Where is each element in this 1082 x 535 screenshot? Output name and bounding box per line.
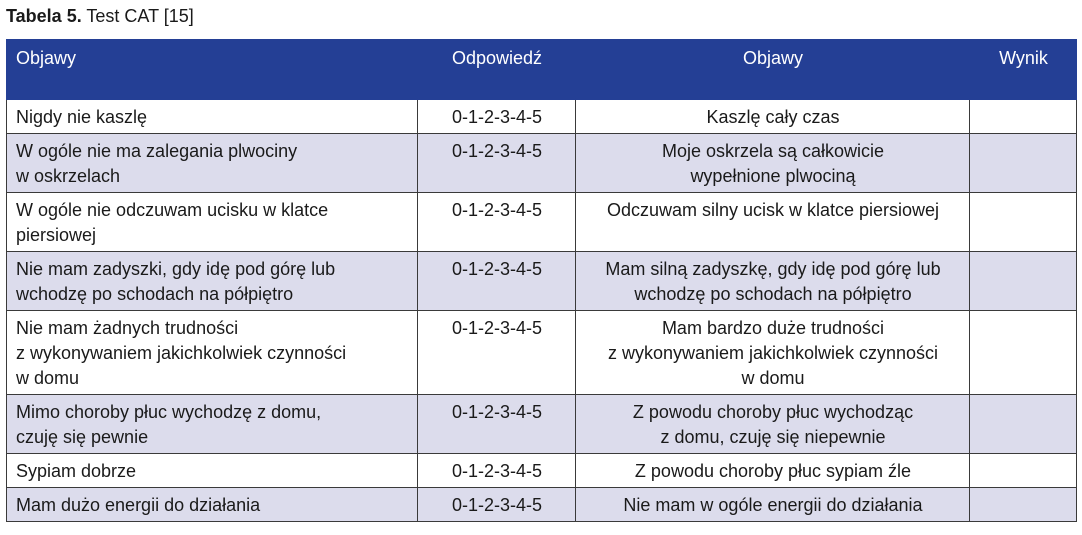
cell-answer-scale: 0-1-2-3-4-5 <box>418 395 576 454</box>
table-row <box>7 252 1077 311</box>
table-row <box>7 134 1077 193</box>
header-symptoms-right: Objawy <box>576 40 970 100</box>
cell-symptom-right: Odczuwam silny ucisk w klatce piersiowej <box>576 193 970 252</box>
cell-score[interactable] <box>970 488 1077 522</box>
table-row <box>7 395 1077 454</box>
cell-answer-scale: 0-1-2-3-4-5 <box>418 193 576 252</box>
cell-symptom-right: Z powodu choroby płuc sypiam źle <box>576 454 970 488</box>
cell-symptom-left: Nie mam zadyszki, gdy idę pod górę lub wchodzę po schodach na półpiętro <box>7 252 418 311</box>
cell-score[interactable] <box>970 395 1077 454</box>
caption-label: Tabela 5. <box>6 6 82 26</box>
cell-answer-scale: 0-1-2-3-4-5 <box>418 252 576 311</box>
cell-symptom-right: Mam bardzo duże trudności z wykonywaniem jakichkolwiek czynności w domu <box>576 311 970 395</box>
cell-symptom-left: Nie mam żadnych trudności z wykonywaniem jakichkolwiek czynności w domu <box>7 311 418 395</box>
cell-score[interactable] <box>970 311 1077 395</box>
cell-symptom-left: Sypiam dobrze <box>7 454 418 488</box>
table-body <box>7 100 1077 522</box>
header-symptoms-left: Objawy <box>7 40 418 100</box>
cell-answer-scale: 0-1-2-3-4-5 <box>418 134 576 193</box>
header-row <box>7 40 1077 100</box>
table-caption <box>6 5 194 27</box>
table-row <box>7 488 1077 522</box>
cell-answer-scale: 0-1-2-3-4-5 <box>418 100 576 134</box>
header-score: Wynik <box>970 40 1077 100</box>
table-header <box>7 40 1077 100</box>
cell-score[interactable] <box>970 134 1077 193</box>
cell-symptom-right: Z powodu choroby płuc wychodząc z domu, czuję się niepewnie <box>576 395 970 454</box>
cell-symptom-right: Mam silną zadyszkę, gdy idę pod górę lub wchodzę po schodach na półpiętro <box>576 252 970 311</box>
cell-symptom-left: W ogóle nie ma zalegania plwociny w oskrzelach <box>7 134 418 193</box>
table-row <box>7 100 1077 134</box>
cell-symptom-left: Mam dużo energii do działania <box>7 488 418 522</box>
cell-symptom-left: Nigdy nie kaszlę <box>7 100 418 134</box>
cell-symptom-right: Kaszlę cały czas <box>576 100 970 134</box>
cell-score[interactable] <box>970 193 1077 252</box>
cell-score[interactable] <box>970 100 1077 134</box>
cell-answer-scale: 0-1-2-3-4-5 <box>418 454 576 488</box>
table-row <box>7 454 1077 488</box>
caption-text: Test CAT [15] <box>86 6 194 26</box>
cell-symptom-left: Mimo choroby płuc wychodzę z domu, czuję się pewnie <box>7 395 418 454</box>
cell-score[interactable] <box>970 252 1077 311</box>
cat-test-table <box>6 39 1077 522</box>
table-row <box>7 311 1077 395</box>
cell-symptom-right: Nie mam w ogóle energii do działania <box>576 488 970 522</box>
header-answer: Odpowiedź <box>418 40 576 100</box>
cell-symptom-right: Moje oskrzela są całkowicie wypełnione plwociną <box>576 134 970 193</box>
cell-answer-scale: 0-1-2-3-4-5 <box>418 488 576 522</box>
table-row <box>7 193 1077 252</box>
cell-answer-scale: 0-1-2-3-4-5 <box>418 311 576 395</box>
cell-symptom-left: W ogóle nie odczuwam ucisku w klatce piersiowej <box>7 193 418 252</box>
cell-score[interactable] <box>970 454 1077 488</box>
